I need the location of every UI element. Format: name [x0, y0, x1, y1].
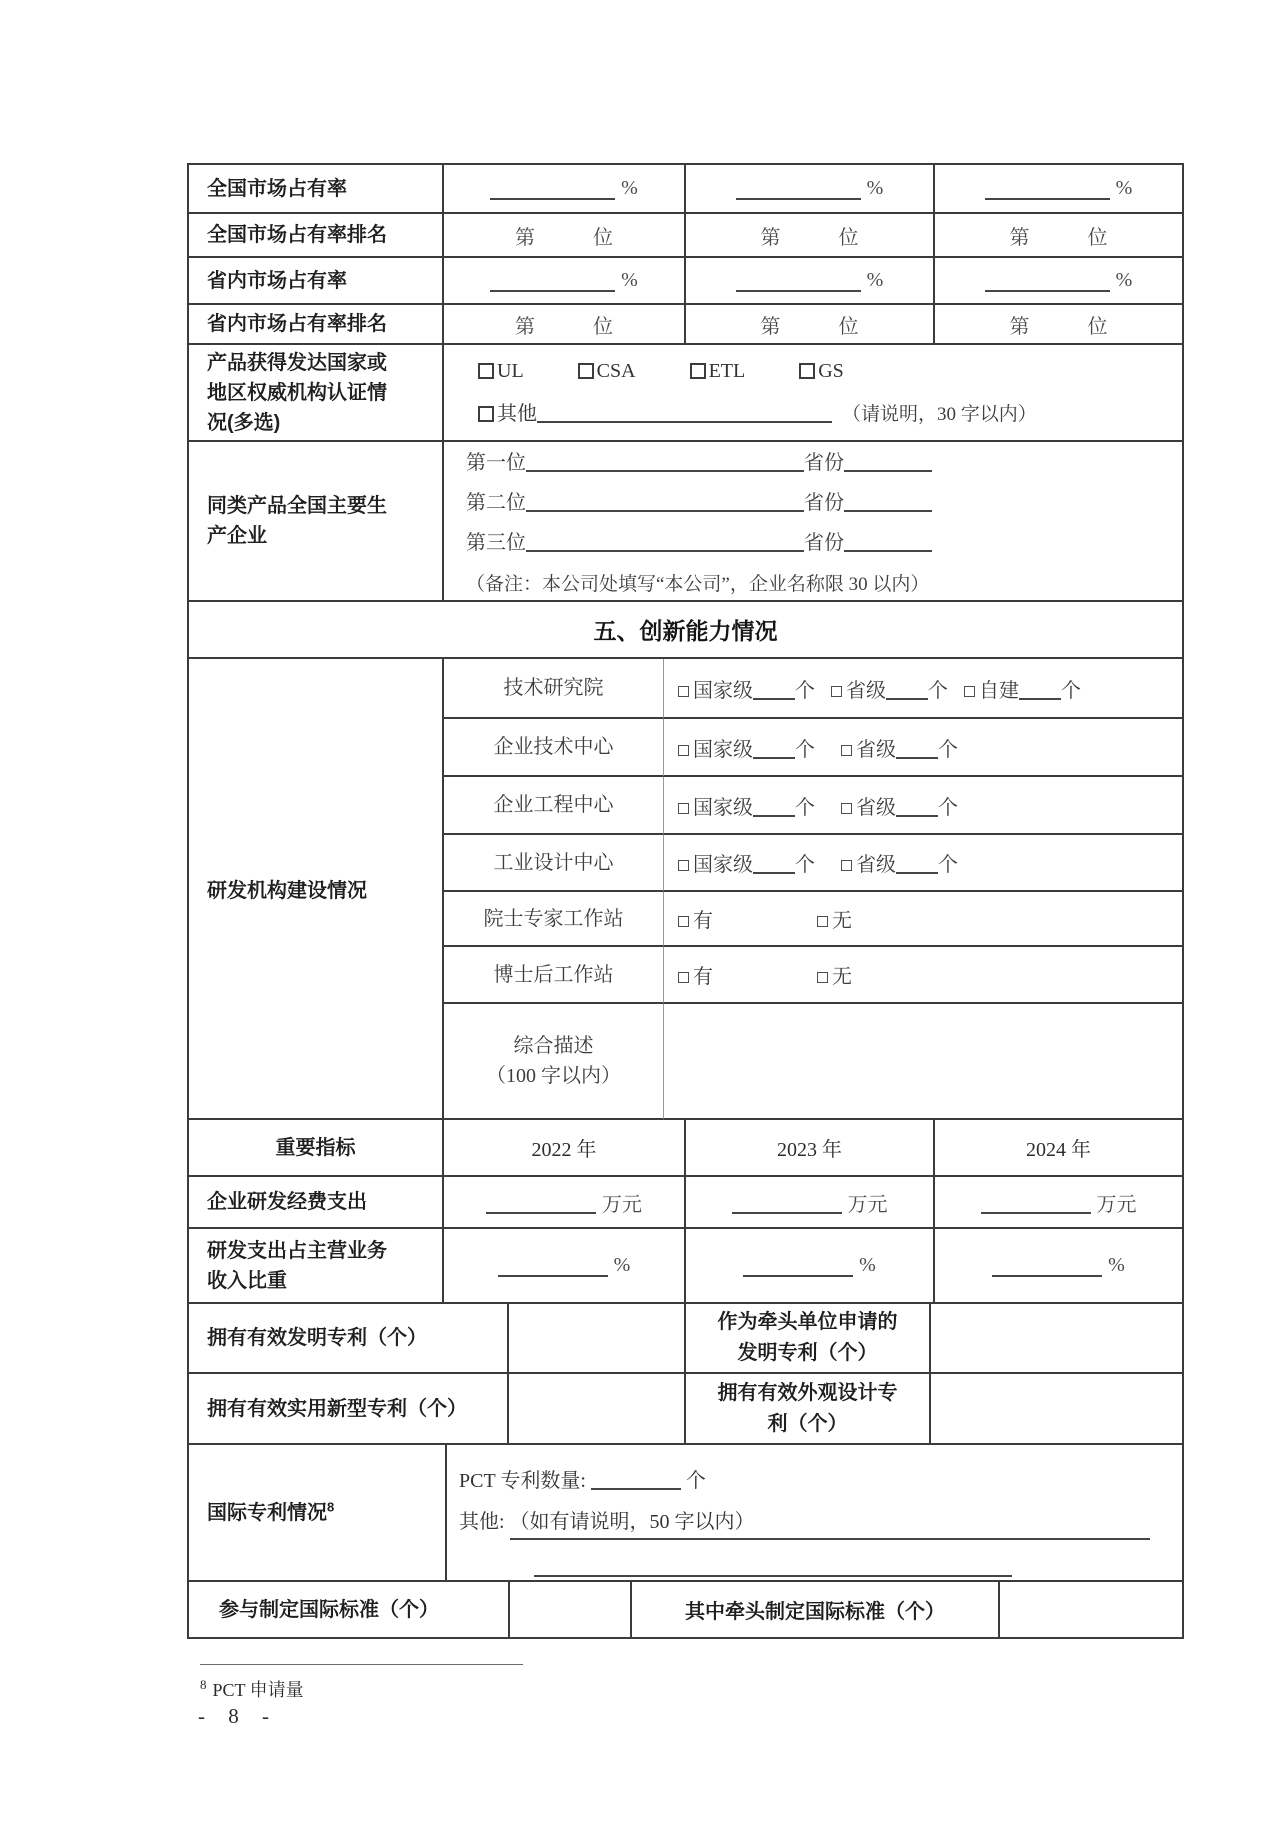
row-label-intl-patents: 国际专利情况$^8$ [189, 1445, 447, 1582]
checkbox-icon[interactable] [690, 363, 706, 379]
fill-blank[interactable] [981, 1191, 1091, 1214]
section-title-innovation: 五、创新能力情况 [189, 602, 1182, 659]
rd-ratio-2022-cell[interactable]: % [444, 1229, 686, 1304]
rd-opt-yes[interactable]: 有 [678, 960, 713, 989]
rd-exp-2022-cell[interactable]: 万元 [444, 1177, 686, 1229]
row-label-rd-ratio: 研发支出占主营业务收入比重 [189, 1229, 444, 1304]
rd-row-academician-station-options [664, 892, 1182, 947]
fill-blank[interactable] [844, 489, 932, 512]
rd-opt-no[interactable]: 无 [817, 904, 852, 933]
fill-blank[interactable] [896, 794, 938, 817]
footnote-divider [200, 1664, 523, 1665]
cert-option-ul[interactable]: UL [478, 360, 524, 383]
form-table [187, 163, 1184, 1639]
pct-other-line: 其他: （如有请说明，50 字以内） [459, 1506, 1150, 1540]
fill-blank[interactable] [743, 1254, 853, 1277]
checkbox-icon[interactable] [841, 803, 852, 814]
fill-blank[interactable] [896, 851, 938, 874]
other-note: （如有请说明，50 字以内） [509, 1511, 755, 1533]
checkbox-icon[interactable] [817, 972, 828, 983]
checkbox-icon[interactable] [478, 363, 494, 379]
fill-blank[interactable] [753, 677, 795, 700]
row-label-lead-invention-patents: 作为牵头单位申请的发明专利（个） [686, 1304, 931, 1374]
cert-options [478, 360, 844, 383]
row-main-producers [189, 442, 1182, 602]
fill-blank[interactable] [526, 529, 804, 552]
fill-blank[interactable] [591, 1467, 681, 1490]
provincial-share-y2-cell[interactable] [686, 258, 935, 305]
rd-opt-yes[interactable]: 有 [678, 904, 713, 933]
checkbox-icon[interactable] [799, 363, 815, 379]
checkbox-icon[interactable] [817, 916, 828, 927]
rd-summary-input-cell[interactable] [664, 1004, 1182, 1120]
row-provincial-market-share [189, 258, 1182, 305]
row-label-invention-patents: 拥有有效发明专利（个） [189, 1304, 509, 1374]
fill-blank[interactable] [526, 489, 804, 512]
rd-ratio-2024-cell[interactable]: % [935, 1229, 1182, 1304]
rd-opt-national[interactable]: 国家级 个 [678, 674, 815, 703]
row-label-intl-standards: 参与制定国际标准（个） [189, 1582, 510, 1637]
fill-blank[interactable] [985, 269, 1110, 292]
producer-line-2: 第二位 省份 [466, 486, 932, 515]
row-label-national-market-share: 全国市场占有率 [189, 165, 444, 214]
percent-sign: % [621, 177, 638, 199]
checkbox-icon[interactable] [678, 972, 689, 983]
rd-row-label-engineering-center: 企业工程中心 [444, 777, 664, 835]
rd-row-label-tech-center: 企业技术中心 [444, 719, 664, 777]
checkbox-icon[interactable] [678, 745, 689, 756]
rd-opt-no[interactable]: 无 [817, 960, 852, 989]
provincial-rank-y3-cell[interactable] [935, 305, 1182, 345]
fill-blank[interactable] [537, 400, 832, 423]
percent-sign: % [1115, 177, 1133, 199]
rank-prefix: 第 [515, 226, 535, 249]
rank-suffix: 位 [1087, 226, 1108, 249]
rd-opt-self-built[interactable]: 自建 个 [964, 674, 1081, 703]
rd-opt-national[interactable]: 国家级 个 [678, 791, 815, 820]
fill-blank[interactable] [753, 794, 795, 817]
row-rd-expenditure [189, 1177, 1182, 1229]
row-provincial-share-rank [189, 305, 1182, 345]
fill-blank[interactable] [992, 1254, 1102, 1277]
rd-row-label-research-institute: 技术研究院 [444, 659, 664, 719]
checkbox-icon[interactable] [478, 406, 494, 422]
row-label-national-share-rank: 全国市场占有率排名 [189, 214, 444, 258]
lead-intl-standards-value-cell[interactable] [1000, 1582, 1182, 1637]
indicator-header-label: 重要指标 [189, 1120, 444, 1177]
fill-blank[interactable] [526, 449, 804, 472]
fill-blank[interactable] [498, 1254, 608, 1277]
fill-blank[interactable] [1019, 677, 1061, 700]
national-rank-y2-cell[interactable] [686, 214, 935, 258]
rd-ratio-2023-cell[interactable]: % [686, 1229, 935, 1304]
checkbox-icon[interactable] [678, 860, 689, 871]
cert-note: （请说明，30 字以内） [842, 403, 1037, 425]
provincial-share-y1-cell[interactable] [444, 258, 686, 305]
rd-row-engineering-center-options [664, 777, 1182, 835]
row-utility-patents [189, 1374, 1182, 1445]
provincial-share-y3-cell[interactable] [935, 258, 1182, 305]
national-share-y3-cell[interactable] [935, 165, 1182, 214]
certifications-cell [444, 345, 1182, 442]
rd-row-label-design-center: 工业设计中心 [444, 835, 664, 892]
percent-sign: % [1115, 269, 1133, 291]
national-rank-y1-cell[interactable] [444, 214, 686, 258]
rank-suffix: 位 [593, 315, 613, 338]
provincial-rank-y1-cell[interactable] [444, 305, 686, 345]
row-label-provincial-market-share: 省内市场占有率 [189, 258, 444, 305]
rank-prefix: 第 [515, 315, 535, 338]
rank-prefix: 第 [1009, 226, 1030, 249]
row-intl-patents [189, 1445, 1182, 1582]
percent-sign: % [866, 269, 884, 291]
footnote-marker: 8 [200, 1677, 207, 1692]
producers-note: （备注：本公司处填写“本公司”，企业名称限 30 以内） [466, 574, 930, 595]
national-share-y1-cell[interactable] [444, 165, 686, 214]
footnote-ref: 8 [327, 1498, 335, 1514]
provincial-rank-y2-cell[interactable] [686, 305, 935, 345]
rd-exp-2023-cell[interactable]: 万元 [686, 1177, 935, 1229]
rd-opt-national[interactable]: 国家级 个 [678, 733, 815, 762]
row-national-market-share [189, 165, 1182, 214]
row-intl-standards [189, 1582, 1182, 1637]
page-number: - 8 - [198, 1704, 278, 1728]
year-header-2022: 2022 年 [444, 1120, 686, 1177]
rd-row-label-academician-station: 院士专家工作站 [444, 892, 664, 947]
invention-patents-value-cell[interactable] [509, 1304, 686, 1374]
rd-row-postdoc-station-options [664, 947, 1182, 1004]
checkbox-icon[interactable] [578, 363, 594, 379]
fill-blank[interactable] [753, 736, 795, 759]
lead-invention-patents-value-cell[interactable] [931, 1304, 1182, 1374]
fill-blank[interactable] [486, 1191, 596, 1214]
pct-count-line: PCT 专利数量: 个 [459, 1465, 706, 1497]
fill-blank[interactable] [985, 177, 1110, 200]
rd-row-label-postdoc-station: 博士后工作站 [444, 947, 664, 1004]
fill-blank[interactable] [753, 851, 795, 874]
checkbox-icon[interactable] [964, 686, 975, 697]
row-label-provincial-share-rank: 省内市场占有率排名 [189, 305, 444, 345]
cert-option-gs[interactable]: GS [799, 360, 844, 383]
fill-blank[interactable] [886, 677, 928, 700]
rd-opt-provincial[interactable]: 省级 个 [841, 848, 958, 877]
rd-opt-national[interactable]: 国家级 个 [678, 848, 815, 877]
rank-suffix: 位 [1087, 315, 1108, 338]
percent-sign: % [866, 177, 884, 199]
utility-patents-value-cell[interactable] [509, 1374, 686, 1445]
rd-row-research-institute-options [664, 659, 1182, 719]
checkbox-icon[interactable] [678, 803, 689, 814]
fill-blank[interactable] [736, 177, 861, 200]
checkbox-icon[interactable] [678, 916, 689, 927]
row-national-share-rank [189, 214, 1182, 258]
row-indicator-header [189, 1120, 1182, 1177]
row-label-utility-patents: 拥有有效实用新型专利（个） [189, 1374, 509, 1445]
rd-row-design-center-options [664, 835, 1182, 892]
cert-option-etl[interactable]: ETL [690, 360, 746, 383]
rank-prefix: 第 [1009, 315, 1030, 338]
cert-option-csa[interactable]: CSA [578, 360, 636, 383]
row-label-main-producers: 同类产品全国主要生产企业 [189, 442, 444, 602]
row-label-rd-expenditure: 企业研发经费支出 [189, 1177, 444, 1229]
fill-blank[interactable] [732, 1191, 842, 1214]
rank-suffix: 位 [838, 226, 859, 249]
producer-line-3: 第三位 省份 [466, 526, 932, 555]
row-certifications [189, 345, 1182, 442]
fill-blank[interactable] [490, 177, 615, 200]
national-share-y2-cell[interactable] [686, 165, 935, 214]
footnote: $^8$ PCT 申请量 [200, 1677, 304, 1700]
fill-blank[interactable] [736, 269, 861, 292]
cert-other-line [478, 397, 1037, 426]
rank-suffix: 位 [593, 226, 613, 249]
row-invention-patents [189, 1304, 1182, 1374]
fill-blank[interactable] [510, 1506, 1150, 1540]
intl-standards-value-cell[interactable] [510, 1582, 632, 1637]
rank-suffix: 位 [838, 315, 859, 338]
checkbox-icon[interactable] [841, 860, 852, 871]
row-label-design-patents: 拥有有效外观设计专利（个） [686, 1374, 931, 1445]
row-label-certifications: 产品获得发达国家或地区权威机构认证情况(多选) [189, 345, 444, 442]
fill-blank[interactable] [896, 736, 938, 759]
main-producers-cell [444, 442, 1182, 602]
rd-row-tech-center-options [664, 719, 1182, 777]
checkbox-icon[interactable] [841, 745, 852, 756]
fill-blank[interactable] [534, 1549, 1012, 1577]
row-label-lead-intl-standards: 其中牵头制定国际标准（个） [632, 1582, 1000, 1637]
rd-opt-provincial[interactable]: 省级 个 [831, 674, 948, 703]
checkbox-icon[interactable] [831, 686, 842, 697]
cert-option-other[interactable]: 其他 [478, 403, 537, 425]
rank-prefix: 第 [760, 226, 781, 249]
fill-blank[interactable] [844, 529, 932, 552]
rd-row-label-summary: 综合描述 （100 字以内） [444, 1004, 664, 1120]
national-rank-y3-cell[interactable] [935, 214, 1182, 258]
rank-prefix: 第 [760, 315, 781, 338]
row-rd-ratio [189, 1229, 1182, 1304]
producer-line-1: 第一位 省份 [466, 446, 932, 475]
checkbox-icon[interactable] [678, 686, 689, 697]
year-header-2024: 2024 年 [935, 1120, 1182, 1177]
rd-exp-2024-cell[interactable]: 万元 [935, 1177, 1182, 1229]
rd-institutions-section [189, 659, 1182, 1120]
intl-patents-cell [447, 1445, 1182, 1582]
percent-sign: % [621, 269, 638, 291]
fill-blank[interactable] [490, 269, 615, 292]
rd-opt-provincial[interactable]: 省级 个 [841, 733, 958, 762]
fill-blank[interactable] [844, 449, 932, 472]
year-header-2023: 2023 年 [686, 1120, 935, 1177]
design-patents-value-cell[interactable] [931, 1374, 1182, 1445]
rd-opt-provincial[interactable]: 省级 个 [841, 791, 958, 820]
rd-section-label: 研发机构建设情况 [189, 659, 444, 1120]
